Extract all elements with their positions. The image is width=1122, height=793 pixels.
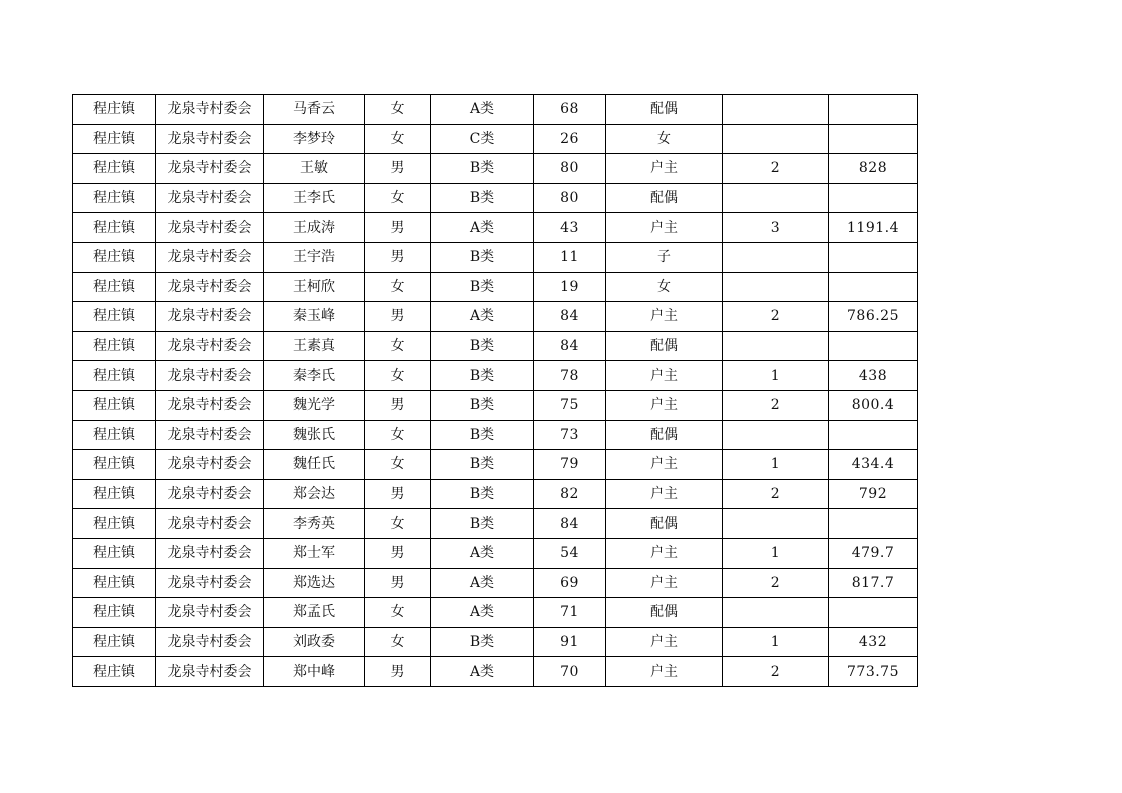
gender-cell: 男 [365, 538, 431, 568]
table-row [73, 568, 918, 598]
amount-cell: 1191.4 [829, 213, 918, 243]
name-cell: 郑选达 [264, 568, 365, 598]
town-cell: 程庄镇 [73, 213, 156, 243]
relation-cell: 户主 [606, 627, 723, 657]
village-cell: 龙泉寺村委会 [156, 568, 264, 598]
town-cell: 程庄镇 [73, 390, 156, 420]
name-cell: 秦李氏 [264, 361, 365, 391]
village-cell: 龙泉寺村委会 [156, 509, 264, 539]
category-cell: B类 [431, 272, 534, 302]
gender-cell: 男 [365, 657, 431, 687]
category-cell: A类 [431, 213, 534, 243]
amount-cell [829, 242, 918, 272]
age-cell: 82 [534, 479, 606, 509]
village-cell: 龙泉寺村委会 [156, 331, 264, 361]
gender-cell: 男 [365, 242, 431, 272]
town-cell: 程庄镇 [73, 509, 156, 539]
age-cell: 73 [534, 420, 606, 450]
category-cell: B类 [431, 331, 534, 361]
age-cell: 19 [534, 272, 606, 302]
village-cell: 龙泉寺村委会 [156, 302, 264, 332]
village-cell: 龙泉寺村委会 [156, 242, 264, 272]
town-cell: 程庄镇 [73, 538, 156, 568]
gender-cell: 女 [365, 95, 431, 125]
household-size-cell: 1 [723, 450, 829, 480]
age-cell: 84 [534, 302, 606, 332]
household-size-cell [723, 331, 829, 361]
relation-cell: 户主 [606, 213, 723, 243]
amount-cell: 438 [829, 361, 918, 391]
category-cell: B类 [431, 361, 534, 391]
village-cell: 龙泉寺村委会 [156, 450, 264, 480]
village-cell: 龙泉寺村委会 [156, 272, 264, 302]
age-cell: 80 [534, 183, 606, 213]
village-cell: 龙泉寺村委会 [156, 95, 264, 125]
category-cell: A类 [431, 598, 534, 628]
household-size-cell [723, 124, 829, 154]
amount-cell [829, 183, 918, 213]
name-cell: 郑中峰 [264, 657, 365, 687]
household-size-cell [723, 183, 829, 213]
amount-cell: 773.75 [829, 657, 918, 687]
name-cell: 王素真 [264, 331, 365, 361]
table-row [73, 124, 918, 154]
amount-cell: 800.4 [829, 390, 918, 420]
gender-cell: 女 [365, 361, 431, 391]
table-row [73, 183, 918, 213]
town-cell: 程庄镇 [73, 272, 156, 302]
village-cell: 龙泉寺村委会 [156, 154, 264, 184]
age-cell: 54 [534, 538, 606, 568]
table-row [73, 95, 918, 125]
category-cell: A类 [431, 95, 534, 125]
relation-cell: 女 [606, 272, 723, 302]
category-cell: B类 [431, 479, 534, 509]
table-body [73, 95, 918, 687]
gender-cell: 男 [365, 390, 431, 420]
gender-cell: 男 [365, 302, 431, 332]
age-cell: 43 [534, 213, 606, 243]
name-cell: 王成涛 [264, 213, 365, 243]
town-cell: 程庄镇 [73, 420, 156, 450]
age-cell: 84 [534, 509, 606, 539]
gender-cell: 男 [365, 479, 431, 509]
name-cell: 王柯欣 [264, 272, 365, 302]
category-cell: B类 [431, 183, 534, 213]
household-size-cell: 2 [723, 154, 829, 184]
relation-cell: 配偶 [606, 331, 723, 361]
name-cell: 魏光学 [264, 390, 365, 420]
amount-cell: 434.4 [829, 450, 918, 480]
relation-cell: 户主 [606, 390, 723, 420]
age-cell: 69 [534, 568, 606, 598]
household-size-cell: 1 [723, 361, 829, 391]
gender-cell: 女 [365, 509, 431, 539]
gender-cell: 女 [365, 627, 431, 657]
gender-cell: 男 [365, 154, 431, 184]
age-cell: 84 [534, 331, 606, 361]
village-cell: 龙泉寺村委会 [156, 627, 264, 657]
name-cell: 王李氏 [264, 183, 365, 213]
amount-cell: 817.7 [829, 568, 918, 598]
category-cell: B类 [431, 450, 534, 480]
household-size-cell [723, 242, 829, 272]
category-cell: A类 [431, 302, 534, 332]
relation-cell: 户主 [606, 450, 723, 480]
name-cell: 魏任氏 [264, 450, 365, 480]
category-cell: B类 [431, 242, 534, 272]
village-cell: 龙泉寺村委会 [156, 479, 264, 509]
table-row [73, 538, 918, 568]
relation-cell: 户主 [606, 568, 723, 598]
table-row [73, 657, 918, 687]
amount-cell: 432 [829, 627, 918, 657]
relation-cell: 配偶 [606, 509, 723, 539]
name-cell: 魏张氏 [264, 420, 365, 450]
table-row [73, 627, 918, 657]
town-cell: 程庄镇 [73, 450, 156, 480]
table-row [73, 450, 918, 480]
name-cell: 马香云 [264, 95, 365, 125]
table-row [73, 213, 918, 243]
household-size-cell [723, 598, 829, 628]
gender-cell: 女 [365, 420, 431, 450]
name-cell: 李秀英 [264, 509, 365, 539]
relation-cell: 配偶 [606, 598, 723, 628]
age-cell: 80 [534, 154, 606, 184]
relation-cell: 户主 [606, 361, 723, 391]
amount-cell: 792 [829, 479, 918, 509]
town-cell: 程庄镇 [73, 302, 156, 332]
category-cell: C类 [431, 124, 534, 154]
age-cell: 26 [534, 124, 606, 154]
relation-cell: 户主 [606, 479, 723, 509]
category-cell: B类 [431, 420, 534, 450]
town-cell: 程庄镇 [73, 331, 156, 361]
town-cell: 程庄镇 [73, 627, 156, 657]
gender-cell: 女 [365, 124, 431, 154]
household-size-cell: 3 [723, 213, 829, 243]
name-cell: 郑孟氏 [264, 598, 365, 628]
relation-cell: 女 [606, 124, 723, 154]
household-size-cell: 2 [723, 657, 829, 687]
data-table [72, 94, 918, 687]
town-cell: 程庄镇 [73, 479, 156, 509]
table-row [73, 509, 918, 539]
table-row [73, 272, 918, 302]
amount-cell [829, 95, 918, 125]
category-cell: B类 [431, 154, 534, 184]
age-cell: 68 [534, 95, 606, 125]
household-size-cell: 2 [723, 390, 829, 420]
gender-cell: 女 [365, 598, 431, 628]
gender-cell: 女 [365, 331, 431, 361]
name-cell: 刘政委 [264, 627, 365, 657]
name-cell: 王敏 [264, 154, 365, 184]
relation-cell: 配偶 [606, 420, 723, 450]
category-cell: B类 [431, 627, 534, 657]
relation-cell: 配偶 [606, 95, 723, 125]
gender-cell: 女 [365, 183, 431, 213]
name-cell: 郑会达 [264, 479, 365, 509]
category-cell: B类 [431, 390, 534, 420]
household-size-cell: 2 [723, 302, 829, 332]
relation-cell: 配偶 [606, 183, 723, 213]
age-cell: 70 [534, 657, 606, 687]
relation-cell: 户主 [606, 538, 723, 568]
table-row [73, 420, 918, 450]
town-cell: 程庄镇 [73, 183, 156, 213]
amount-cell: 786.25 [829, 302, 918, 332]
village-cell: 龙泉寺村委会 [156, 598, 264, 628]
relation-cell: 户主 [606, 302, 723, 332]
age-cell: 79 [534, 450, 606, 480]
household-size-cell: 2 [723, 568, 829, 598]
age-cell: 75 [534, 390, 606, 420]
table-row [73, 242, 918, 272]
amount-cell [829, 124, 918, 154]
town-cell: 程庄镇 [73, 361, 156, 391]
age-cell: 78 [534, 361, 606, 391]
category-cell: B类 [431, 509, 534, 539]
amount-cell [829, 331, 918, 361]
town-cell: 程庄镇 [73, 568, 156, 598]
category-cell: A类 [431, 538, 534, 568]
table-row [73, 479, 918, 509]
town-cell: 程庄镇 [73, 95, 156, 125]
town-cell: 程庄镇 [73, 124, 156, 154]
household-size-cell [723, 95, 829, 125]
age-cell: 91 [534, 627, 606, 657]
age-cell: 71 [534, 598, 606, 628]
name-cell: 李梦玲 [264, 124, 365, 154]
category-cell: A类 [431, 568, 534, 598]
name-cell: 秦玉峰 [264, 302, 365, 332]
amount-cell [829, 272, 918, 302]
table-row [73, 598, 918, 628]
gender-cell: 男 [365, 568, 431, 598]
household-size-cell: 2 [723, 479, 829, 509]
household-size-cell [723, 509, 829, 539]
town-cell: 程庄镇 [73, 154, 156, 184]
relation-cell: 子 [606, 242, 723, 272]
table-row [73, 331, 918, 361]
household-size-cell [723, 272, 829, 302]
table-row [73, 390, 918, 420]
name-cell: 王宇浩 [264, 242, 365, 272]
amount-cell [829, 598, 918, 628]
relation-cell: 户主 [606, 657, 723, 687]
name-cell: 郑士军 [264, 538, 365, 568]
amount-cell [829, 509, 918, 539]
relation-cell: 户主 [606, 154, 723, 184]
village-cell: 龙泉寺村委会 [156, 390, 264, 420]
village-cell: 龙泉寺村委会 [156, 420, 264, 450]
village-cell: 龙泉寺村委会 [156, 657, 264, 687]
amount-cell: 479.7 [829, 538, 918, 568]
household-size-cell: 1 [723, 627, 829, 657]
village-cell: 龙泉寺村委会 [156, 361, 264, 391]
amount-cell: 828 [829, 154, 918, 184]
village-cell: 龙泉寺村委会 [156, 183, 264, 213]
table-row [73, 302, 918, 332]
village-cell: 龙泉寺村委会 [156, 213, 264, 243]
village-cell: 龙泉寺村委会 [156, 538, 264, 568]
table-row [73, 154, 918, 184]
age-cell: 11 [534, 242, 606, 272]
town-cell: 程庄镇 [73, 242, 156, 272]
household-size-cell [723, 420, 829, 450]
gender-cell: 女 [365, 272, 431, 302]
gender-cell: 男 [365, 213, 431, 243]
table-row [73, 361, 918, 391]
gender-cell: 女 [365, 450, 431, 480]
town-cell: 程庄镇 [73, 598, 156, 628]
village-cell: 龙泉寺村委会 [156, 124, 264, 154]
household-size-cell: 1 [723, 538, 829, 568]
category-cell: A类 [431, 657, 534, 687]
amount-cell [829, 420, 918, 450]
town-cell: 程庄镇 [73, 657, 156, 687]
